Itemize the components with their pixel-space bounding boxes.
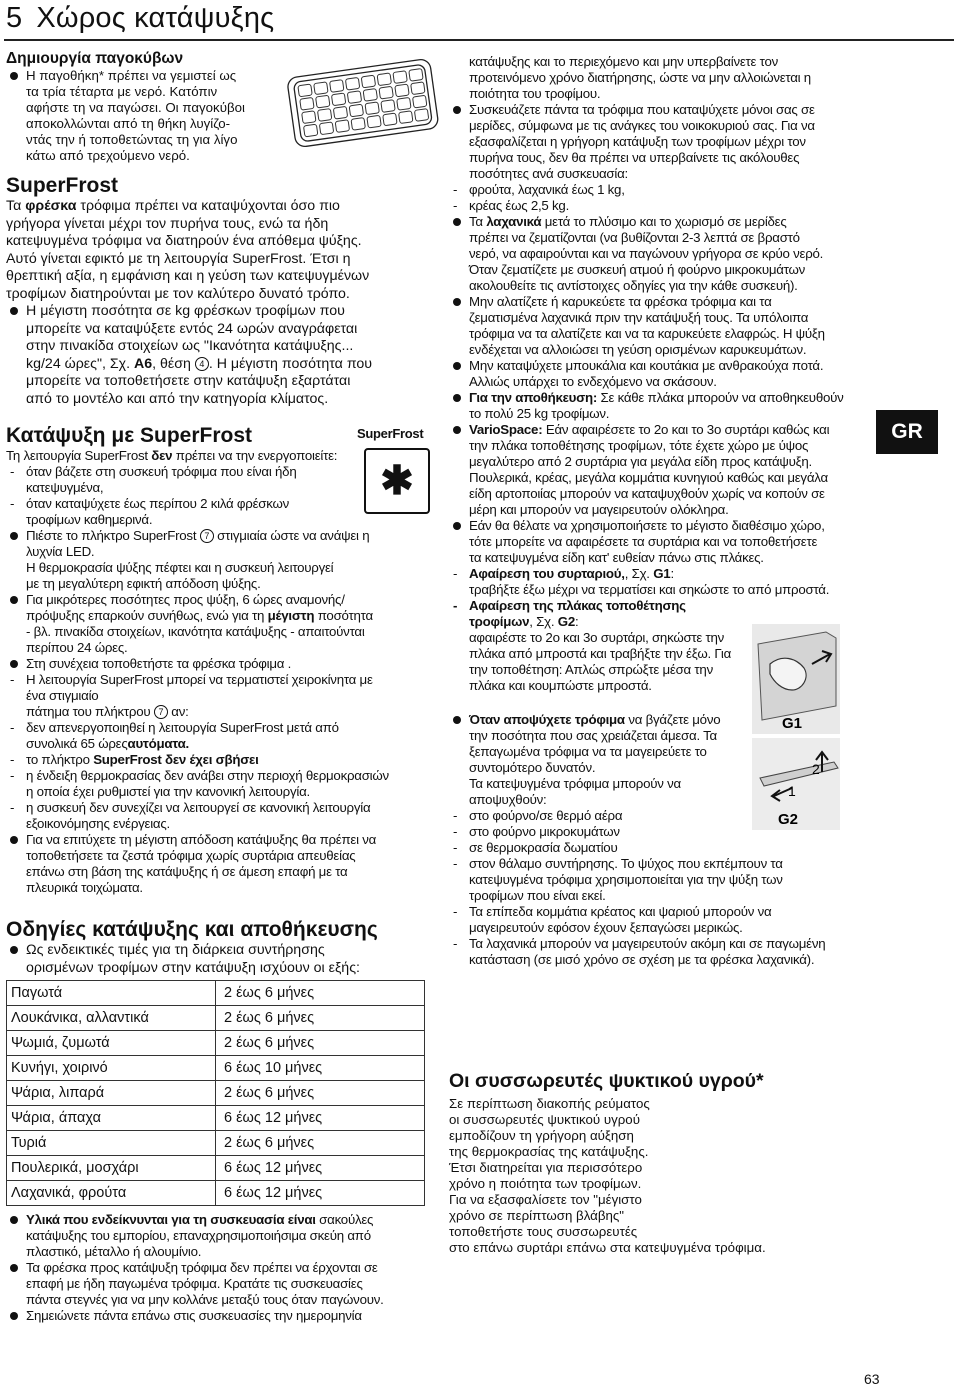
food-cell: Πουλερικά, μοσχάρι: [7, 1156, 216, 1181]
table-row: [7, 1131, 425, 1156]
text-line: ορισμένων τροφίμων στην κατάψυξη ισχύουν οι εξής:: [26, 959, 360, 976]
text-bold: αυτόματα.: [127, 736, 189, 751]
text-line: αποψυχθούν:: [469, 792, 547, 807]
text-line: ζεματισμένα λαχανικά πριν την κατάψυξή τους. Τα υπόλοιπα: [469, 310, 809, 325]
snowflake-icon: ✱: [364, 448, 430, 514]
text-line: κατάσταση (σε μισό χρόνο σε σχέση με τα φρέσκα λαχανικά).: [469, 952, 815, 967]
text-line: προτεινόμενο χρόνο διατήρησης, ώστε να μην αλλοιώνεται η: [469, 70, 811, 85]
text: Τα: [469, 214, 483, 229]
text-line: πάντα στεγνές για να μην κολλάνε μεταξύ τους όταν παγώνουν.: [26, 1292, 384, 1307]
text-line: πλευρικά τοιχώματα.: [26, 880, 143, 895]
food-cell: Παγωτά: [7, 981, 216, 1006]
text-line: κατεψυγμένα,: [26, 480, 104, 495]
text-line: μεγαλύτερο από 2 συρτάρια για μεγάλα είδη προς κατάψυξη.: [469, 454, 812, 469]
food-cell: Λαχανικά, φρούτα: [7, 1181, 216, 1206]
text-line: πλάκα από μπροστά και τραβήξτε την έξω. Για: [469, 646, 732, 661]
duration-cell: 6 έως 12 μήνες: [216, 1156, 425, 1181]
text-line: τραβήξτε έξω μέχρι να τερματίσει και σηκώστε το από μπροστά.: [469, 582, 830, 597]
page-number: 63: [864, 1371, 880, 1387]
text-line: Έτσι διατηρείται για περισσότερο: [449, 1160, 643, 1175]
text-line: λυχνία LED.: [26, 544, 95, 559]
text-line: την τοποθέτηση: Απλώς σπρώξτε μέσα την: [469, 662, 713, 677]
text-line: νερό, να αφαιρούνται και να παγώνουν γρήγορα σε κρύο νερό.: [469, 246, 824, 261]
text-line: πρέπει να ζεματίζονται (να βυθίζονται 2-3 λεπτά σε βραστό: [469, 230, 800, 245]
text-line: τα τρία τέταρτα με νερό. Κατόπιν: [26, 84, 218, 99]
text-line: την ποσότητα που σας χρειάζεται άμεσα. Τα: [469, 728, 717, 743]
text-line: επάνω στη βάση της κατάψυξης ή σε άμεση επαφή με τα: [26, 864, 348, 879]
text-bold: μέγιστη: [267, 608, 315, 623]
text-bold: Όταν αποψύχετε τρόφιμα: [469, 712, 625, 727]
table-row: [7, 1031, 425, 1056]
text-line: τροφίμων διατηρούνται με τον καλύτερο δυνατό τρόπο.: [6, 285, 350, 302]
text-line: ποιότητα του τροφίμου.: [469, 86, 601, 101]
text-line: ποσότητες ανά συσκευασία:: [469, 166, 628, 181]
text-line: τροφίμων καθημερινά.: [26, 512, 153, 527]
table-row: [7, 1156, 425, 1181]
text-bold: τροφίμων: [469, 614, 530, 629]
text-line: - η συσκευή δεν συνεχίζει να λειτουργεί σε κανονική λειτουργία: [6, 800, 436, 816]
text-line: - βλ. πινακίδα στοιχείων, ικανότητα κατάψυξης - απαιτούνται: [26, 624, 365, 639]
storage-times-table: [6, 980, 425, 1206]
text-line: είδη αρτοποιίας μπορούν να καταψυχθούν χωρίς να κοπούν σε: [469, 486, 825, 501]
text-line: - Αφαίρεση της πλάκας τοποθέτησης: [449, 598, 869, 614]
duration-cell: 6 έως 12 μήνες: [216, 1181, 425, 1206]
food-cell: Ψωμιά, ζυμωτά: [7, 1031, 216, 1056]
superfrost-freezing-body: [6, 448, 436, 896]
text: τρόφιμα πρέπει να καταψύχονται όσο πιο: [80, 198, 340, 214]
text-line: αφήστε τη να παγώσει. Οι παγοκύβοι: [26, 100, 245, 115]
text: Σε κάθε πλάκα μπορούν να αποθηκευθούν: [600, 390, 844, 405]
text-line: ντάς την ή τοποθετώντας τη για λίγο: [26, 132, 238, 147]
text: , θέση: [152, 355, 191, 372]
food-cell: Ψάρια, άπαχα: [7, 1106, 216, 1131]
food-cell: Ψάρια, λιπαρά: [7, 1081, 216, 1106]
button-marker: 7: [200, 529, 214, 543]
right-column: [449, 54, 869, 968]
figure-ref: G2: [557, 614, 576, 629]
ice-cubes-text: Η παγοθήκη* πρέπει να γεμιστεί ως: [6, 68, 436, 84]
text-line: - φρούτα, λαχανικά έως 1 kg,: [449, 182, 869, 198]
text-line: συντομότερο δυνατόν.: [469, 760, 596, 775]
text-line: Αλλιώς υπάρχει το ενδεχόμενο να σκάσουν.: [469, 374, 717, 389]
text-line: Συσκευάζετε πάντα τα τρόφιμα που καταψύχετε μόνοι σας σε: [449, 102, 869, 118]
text-line: το πολύ 25 kg τροφίμων.: [469, 406, 610, 421]
text: kg/24 ώρες", Σχ.: [26, 355, 131, 372]
text-line: μέρη και μπορούν να μαγειρευτούν ολόκληρα.: [469, 502, 729, 517]
text-line: ακολουθείτε τις αντίστοιχες οδηγίες για την κάθε συσκευή).: [469, 278, 798, 293]
text-line: Αυτό γίνεται εφικτό με τη λειτουργία SuperFrost. Έτσι η: [6, 250, 351, 267]
text: , Σχ.: [529, 614, 555, 629]
text-line: πυρήνα τους, δεν θα πρέπει να υπερβαίνετε τις ακόλουθες: [469, 150, 800, 165]
button-marker: 7: [154, 705, 168, 719]
text-line: την πλάκα τοποθέτησης τροφίμων, τότε έχετε χώρο με ύψος: [469, 438, 809, 453]
figure-label-g2: G2: [778, 811, 799, 828]
table-row: [7, 1006, 425, 1031]
text-line: στο επάνω συρτάρι επάνω στα κατεψυγμένα τρόφιμα.: [449, 1240, 766, 1255]
figure-ref: G1: [653, 566, 671, 581]
duration-cell: 2 έως 6 μήνες: [216, 981, 425, 1006]
text-line: μαγειρευτούν εφόσον έχουν ξεπαγώσει μερικώς.: [469, 920, 743, 935]
text-line: - Τα λαχανικά μπορούν να μαγειρευτούν ακόμη και σε παγωμένη: [449, 936, 869, 952]
duration-cell: 2 έως 6 μήνες: [216, 1031, 425, 1056]
page-title: [6, 2, 288, 35]
text-line: με τη μεγαλύτερη εφικτή απόδοση ψύξης.: [26, 576, 261, 591]
text-line: της θερμοκρασίας της κατάψυξης.: [449, 1144, 649, 1159]
text-line: θρεπτική αξία, η εμφάνιση και η γεύση των κατεψυγμένων: [6, 268, 370, 284]
table-row: [7, 1181, 425, 1206]
text-line: εξασφαλίζεται η γρήγορη κατάψυξη των τροφίμων μέχρι τον: [469, 134, 806, 149]
superfrost-heading: SuperFrost: [6, 174, 119, 197]
text-line: από το μοντέλο και από την κατηγορία κλίματος.: [26, 390, 329, 407]
text: να βγάζετε μόνο: [628, 712, 721, 727]
text-line: κατεψυγμένα τρόφιμα χρησιμοποιείται για την ψύξη των: [469, 872, 783, 887]
text-line: μπορείτε να καταψύξετε εντός 24 ωρών αναγράφεται: [26, 320, 358, 337]
text: πάτημα του πλήκτρου: [26, 704, 151, 719]
text-line: Μην καταψύχετε μπουκάλια και κουτάκια με ανθρακούχα ποτά.: [449, 358, 869, 374]
text-line: - σε θερμοκρασία δωματίου: [449, 840, 869, 856]
text-line: - η ένδειξη θερμοκρασίας δεν ανάβει στην περιοχή θερμοκρασιών: [6, 768, 436, 784]
text: πρόψυξης επαρκούν συνήθως, ενώ για τη: [26, 608, 265, 623]
figure-label-g1: G1: [782, 715, 803, 732]
text-bold: δεν: [151, 448, 173, 463]
text: πρέπει να την ενεργοποιείτε:: [175, 448, 338, 463]
text-line: - όταν βάζετε στη συσκευή τρόφιμα που είναι ήδη: [6, 464, 436, 480]
food-cell: Λουκάνικα, αλλαντικά: [7, 1006, 216, 1031]
text-line: τροφίμων που είναι εκεί.: [469, 888, 606, 903]
table-row: [7, 981, 425, 1006]
text-line: η οποία έχει ρυθμιστεί για την κανονική λειτουργία.: [26, 784, 310, 799]
text-line: Τα κατεψυγμένα τρόφιμα μπορούν να: [469, 776, 681, 791]
text-bold: λαχανικά: [486, 214, 542, 229]
text-bold: VarioSpace:: [469, 422, 543, 437]
text-line: - στο φούρνο μικροκυμάτων: [449, 824, 869, 840]
text-line: Μην αλατίζετε ή καρυκεύετε τα φρέσκα τρόφιμα και τα: [449, 294, 869, 310]
text-line: Η θερμοκρασία ψύξης πέφτει και η συσκευή λειτουργεί: [26, 560, 334, 575]
packaging-notes: [6, 1212, 436, 1324]
text-line: στην πινακίδα στοιχείων ως "Ικανότητα κατάψυξης...: [26, 338, 354, 354]
food-cell: Τυριά: [7, 1131, 216, 1156]
text-line: τοποθετήσετε τα ζεστά τρόφιμα χωρίς συρτάρια απευθείας: [26, 848, 356, 863]
text-line: αποκολλώνται από τη θήκη λυγίζο-: [26, 116, 231, 131]
text-line: - κρέας έως 2,5 kg.: [449, 198, 869, 214]
text-line: οι συσσωρευτές ψυκτικού υγρού: [449, 1112, 640, 1127]
text-line: μερίδες, σύμφωνα με τις ανάγκες του νοικοκυριού σας. Για να: [469, 118, 815, 133]
text-line: Σημειώνετε πάντα επάνω στις συσκευασίες την ημερομηνία: [6, 1308, 436, 1324]
duration-cell: 2 έως 6 μήνες: [216, 1006, 425, 1031]
text-line: Για να επιτύχετε τη μέγιστη απόδοση κατάψυξης θα πρέπει να: [6, 832, 436, 848]
position-marker: 4: [195, 357, 209, 371]
text: συνολικά 65 ώρες: [26, 736, 128, 751]
text: το πλήκτρο: [26, 752, 90, 767]
table-row: [7, 1106, 425, 1131]
text-line: Η μέγιστη ποσότητα σε kg φρέσκων τροφίμων που: [6, 303, 436, 321]
figure-ref: A6: [134, 355, 153, 372]
text-line: γρήγορα γίνεται μέχρι τον πυρήνα τους, ενώ τα ήδη: [6, 215, 329, 232]
text-line: Σε περίπτωση διακοπής ρεύματος: [449, 1096, 650, 1111]
superfrost-badge: SuperFrost: [357, 426, 424, 441]
text-line: Για να εξασφαλίσετε τον "μέγιστο: [449, 1192, 642, 1207]
text-bold: Υλικά που ενδείκνυνται για τη συσκευασία είναι: [26, 1212, 316, 1227]
text-line: επαφή με ήδη παγωμένα τρόφιμα. Κρατάτε τις συσκευασίες: [26, 1276, 363, 1291]
step-number-2: 2: [812, 761, 820, 777]
superfrost-freezing-heading: Κατάψυξη με SuperFrost: [6, 424, 253, 447]
text: Τα: [6, 198, 22, 214]
text: Τη λειτουργία SuperFrost: [6, 448, 148, 463]
chapter-title: Χώρος κατάψυξης: [36, 2, 275, 34]
ice-cubes-heading: Δημιουργία παγοκύβων: [6, 50, 184, 67]
text-line: Όταν ζεματίζετε με συσκευή ατμού ή φούρνο μικροκυμάτων: [469, 262, 806, 277]
text-bold: Αφαίρεση του συρταριού,: [469, 566, 625, 581]
left-column: [6, 50, 436, 1324]
text: μετά το πλύσιμο και το χωρισμό σε μερίδες: [544, 214, 787, 229]
text-line: - Η λειτουργία SuperFrost μπορεί να τερματιστεί χειροκίνητα με: [6, 672, 436, 688]
text-line: ξεπαγωμένα τρόφιμα να τα μαγειρεύετε το: [469, 744, 707, 759]
accumulators-heading: Οι συσσωρευτές ψυκτικού υγρού*: [449, 1070, 764, 1092]
text-line: - στον θάλαμο συντήρησης. Το ψύχος που εκπέμπουν τα: [449, 856, 869, 872]
text-line: Εάν θα θέλατε να χρησιμοποιήσετε το μέγιστο διαθέσιμο χώρο,: [449, 518, 869, 534]
text-bold: Για την αποθήκευση:: [469, 390, 598, 405]
text: στιγμιαία ώστε να ανάψει η: [217, 528, 370, 543]
text-line: Πουλερικά, κρέας, μεγάλα κομμάτια κυνηγιού καθώς και μεγάλα: [469, 470, 828, 485]
text-line: Στη συνέχεια τοποθετήστε τα φρέσκα τρόφιμα .: [6, 656, 436, 672]
text-line: ένα στιγμιαίο: [26, 688, 99, 703]
header-rule: [4, 39, 954, 41]
duration-cell: 2 έως 6 μήνες: [216, 1131, 425, 1156]
duration-cell: 2 έως 6 μήνες: [216, 1081, 425, 1106]
duration-cell: 6 έως 12 μήνες: [216, 1106, 425, 1131]
text-bold: φρέσκα: [25, 198, 77, 214]
language-tab: GR: [876, 410, 938, 454]
text-line: Για μικρότερες ποσότητες προς ψύξη, 6 ώρες αναμονής/: [6, 592, 436, 608]
text: :: [670, 566, 674, 581]
text-line: χρόνο η ποιότητα των τροφίμων.: [449, 1176, 642, 1191]
text-line: τοποθετήστε τους συσσωρευτές: [449, 1224, 638, 1239]
duration-cell: 6 έως 10 μήνες: [216, 1056, 425, 1081]
text-line: τότε μπορείτε να αφαιρέσετε τα συρτάρια και να τοποθετήσετε: [469, 534, 818, 549]
text: Εάν αφαιρέσετε το 2ο και το 3ο συρτάρι καθώς και: [545, 422, 830, 437]
text-line: Τα φρέσκα προς κατάψυξη τρόφιμα δεν πρέπει να έρχονται σε: [6, 1260, 436, 1276]
text-line: χρόνο σε περίπτωση βλάβης": [449, 1208, 624, 1223]
chapter-number: 5: [6, 2, 23, 34]
text: . Η μέγιστη ποσότητα που: [208, 355, 373, 372]
text: Πιέστε το πλήκτρο SuperFrost: [26, 528, 197, 543]
text-line: εμποδίζουν τη γρήγορη αύξηση: [449, 1128, 634, 1143]
text-line: κατάψυξης του εμπορίου, επαναχρησιμοποιήσιμα σκεύη από: [26, 1228, 371, 1243]
text-line: Ως ενδεικτικές τιμές για τη διάρκεια συντήρησης: [6, 942, 436, 960]
superfrost-intro: [6, 198, 436, 408]
figure-g2: [752, 738, 840, 830]
text-line: ενδέχεται να αλλοιώσει τη γεύση ορισμένων καρυκευμάτων.: [469, 342, 807, 357]
text-line: - δεν απενεργοποιηθεί η λειτουργία SuperFrost μετά από: [6, 720, 436, 736]
accumulators-section: [449, 1069, 869, 1256]
figure-g1: [752, 624, 840, 734]
food-cell: Κυνήγι, χοιρινό: [7, 1056, 216, 1081]
text-line: εξοικονόμησης ενέργειας.: [26, 816, 170, 831]
text-line: - Τα επίπεδα κομμάτια κρέατος και ψαριού μπορούν να: [449, 904, 869, 920]
table-row: [7, 1056, 425, 1081]
text-line: μπορείτε να τοποθετήσετε στην κατάψυξη εξαρτάται: [26, 373, 351, 389]
text-line: κάτω από τρεχούμενο νερό.: [26, 148, 190, 163]
text-line: τα κατεψυγμένα είδη κατ' ευθείαν πάνω στις πλάκες.: [469, 550, 764, 565]
text: ποσότητα: [317, 608, 373, 623]
step-number-1: 1: [788, 783, 796, 799]
text-line: πλάκα και κουμπώστε μπροστά.: [469, 678, 652, 693]
text-line: τρόφιμα να τα αλατίζετε και να τα καρυκεύετε ελαφρώς. Η ψύξη: [469, 326, 825, 341]
text: αν:: [171, 704, 189, 719]
freezing-guidelines-heading: Οδηγίες κατάψυξης και αποθήκευσης: [6, 918, 378, 941]
table-row: [7, 1081, 425, 1106]
text: σακούλες: [319, 1212, 374, 1227]
text-line: κατεψυγμένα τρόφιμα να διατηρούν ένα απόθεμα ψύξης.: [6, 233, 362, 249]
text: :: [575, 614, 579, 629]
text-line: περίπου 24 ώρες.: [26, 640, 128, 655]
text-line: - στο φούρνο/σε θερμό αέρα: [449, 808, 869, 824]
text-line: κατάψυξης και το περιεχόμενο και μην υπερβαίνετε τον: [469, 54, 779, 69]
text: , Σχ.: [624, 566, 650, 581]
text-line: αφαιρέστε το 2ο και 3ο συρτάρι, σηκώστε την: [469, 630, 725, 645]
text-line: - όταν καταψύχετε έως περίπου 2 κιλά φρέσκων: [6, 496, 436, 512]
text-line: πλαστικό, μέταλλο ή αλουμίνιο.: [26, 1244, 202, 1259]
text-bold: SuperFrost δεν έχει σβήσει: [93, 752, 259, 767]
